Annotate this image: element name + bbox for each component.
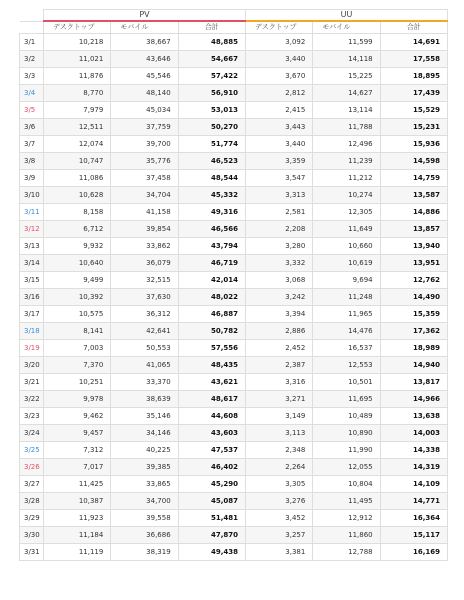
table-row [20,221,448,238]
date-cell: 3/13 [20,238,44,255]
pv-mobile-header: モバイル [111,21,178,34]
table-row [20,340,448,357]
pv-total-cell: 49,438 [178,544,245,561]
group-header-row [20,10,448,22]
table-row [20,391,448,408]
date-cell: 3/7 [20,136,44,153]
pv-mobile-cell: 39,854 [111,221,178,238]
uu-mobile-cell: 11,990 [313,442,380,459]
pv-desktop-cell: 11,184 [44,527,111,544]
table-row [20,153,448,170]
uu-total-cell: 14,109 [380,476,447,493]
pv-desktop-cell: 10,640 [44,255,111,272]
uu-mobile-cell: 12,496 [313,136,380,153]
date-cell: 3/6 [20,119,44,136]
date-cell: 3/9 [20,170,44,187]
table-row [20,357,448,374]
pv-desktop-cell: 10,218 [44,34,111,51]
uu-mobile-cell: 12,553 [313,357,380,374]
uu-desktop-cell: 2,886 [245,323,312,340]
uu-total-cell: 14,598 [380,153,447,170]
uu-desktop-cell: 2,387 [245,357,312,374]
uu-total-cell: 14,771 [380,493,447,510]
uu-mobile-cell: 11,965 [313,306,380,323]
uu-total-cell: 13,587 [380,187,447,204]
uu-mobile-cell: 11,248 [313,289,380,306]
pv-mobile-cell: 37,630 [111,289,178,306]
pv-desktop-cell: 10,747 [44,153,111,170]
uu-desktop-cell: 2,581 [245,204,312,221]
uu-total-cell: 13,951 [380,255,447,272]
uu-desktop-cell: 3,440 [245,51,312,68]
uu-mobile-cell: 16,537 [313,340,380,357]
pv-mobile-cell: 38,639 [111,391,178,408]
pv-mobile-cell: 34,146 [111,425,178,442]
pv-total-cell: 50,782 [178,323,245,340]
pv-desktop-cell: 10,628 [44,187,111,204]
pv-desktop-cell: 10,392 [44,289,111,306]
uu-mobile-cell: 9,694 [313,272,380,289]
pv-desktop-cell: 11,119 [44,544,111,561]
pv-desktop-cell: 10,575 [44,306,111,323]
pv-desktop-cell: 10,251 [44,374,111,391]
sub-header-row [20,21,448,34]
pv-mobile-cell: 36,312 [111,306,178,323]
date-cell: 3/25 [20,442,44,459]
pv-total-cell: 44,608 [178,408,245,425]
uu-total-cell: 17,558 [380,51,447,68]
pv-total-cell: 48,885 [178,34,245,51]
uu-mobile-header: モバイル [313,21,380,34]
uu-desktop-cell: 3,316 [245,374,312,391]
uu-mobile-cell: 14,118 [313,51,380,68]
pv-mobile-cell: 50,553 [111,340,178,357]
uu-desktop-cell: 3,305 [245,476,312,493]
table-row [20,119,448,136]
pv-desktop-cell: 8,141 [44,323,111,340]
uu-total-cell: 14,759 [380,170,447,187]
uu-mobile-cell: 11,695 [313,391,380,408]
pv-total-cell: 48,022 [178,289,245,306]
table-row [20,34,448,51]
date-cell: 3/26 [20,459,44,476]
uu-desktop-cell: 3,242 [245,289,312,306]
pv-mobile-cell: 32,515 [111,272,178,289]
date-cell: 3/20 [20,357,44,374]
uu-total-cell: 17,439 [380,85,447,102]
date-cell: 3/31 [20,544,44,561]
date-cell: 3/24 [20,425,44,442]
uu-desktop-cell: 3,670 [245,68,312,85]
pv-total-cell: 47,870 [178,527,245,544]
table-row [20,85,448,102]
date-cell: 3/14 [20,255,44,272]
date-cell: 3/18 [20,323,44,340]
date-cell: 3/10 [20,187,44,204]
uu-desktop-cell: 3,313 [245,187,312,204]
table-row [20,459,448,476]
pv-mobile-cell: 38,667 [111,34,178,51]
pv-mobile-cell: 35,776 [111,153,178,170]
table-row [20,408,448,425]
uu-total-cell: 15,529 [380,102,447,119]
uu-total-cell: 14,886 [380,204,447,221]
pv-total-cell: 57,556 [178,340,245,357]
table-row [20,136,448,153]
pv-desktop-header: デスクトップ [44,21,111,34]
pv-mobile-cell: 33,865 [111,476,178,493]
pv-mobile-cell: 39,700 [111,136,178,153]
pv-mobile-cell: 39,558 [111,510,178,527]
pv-desktop-cell: 9,499 [44,272,111,289]
pv-total-cell: 45,087 [178,493,245,510]
uu-mobile-cell: 11,860 [313,527,380,544]
uu-desktop-cell: 2,264 [245,459,312,476]
pv-mobile-cell: 48,140 [111,85,178,102]
uu-desktop-cell: 3,359 [245,153,312,170]
date-cell: 3/23 [20,408,44,425]
uu-desktop-cell: 3,068 [245,272,312,289]
uu-total-cell: 12,762 [380,272,447,289]
pv-group-header: PV [44,10,246,22]
pv-desktop-cell: 9,462 [44,408,111,425]
pv-desktop-cell: 8,770 [44,85,111,102]
uu-total-cell: 14,940 [380,357,447,374]
table-row [20,544,448,561]
pv-total-cell: 46,566 [178,221,245,238]
uu-mobile-cell: 14,627 [313,85,380,102]
pv-desktop-cell: 11,876 [44,68,111,85]
pv-desktop-cell: 9,978 [44,391,111,408]
uu-mobile-cell: 11,495 [313,493,380,510]
uu-total-header: 合計 [380,21,447,34]
uu-mobile-cell: 12,305 [313,204,380,221]
uu-desktop-cell: 3,443 [245,119,312,136]
table-row [20,170,448,187]
pv-total-cell: 42,014 [178,272,245,289]
uu-total-cell: 13,857 [380,221,447,238]
pv-mobile-cell: 39,385 [111,459,178,476]
pv-desktop-cell: 7,312 [44,442,111,459]
uu-desktop-cell: 2,348 [245,442,312,459]
uu-mobile-cell: 14,476 [313,323,380,340]
table-row [20,476,448,493]
uu-desktop-cell: 2,812 [245,85,312,102]
uu-mobile-cell: 13,114 [313,102,380,119]
uu-total-cell: 15,936 [380,136,447,153]
uu-desktop-header: デスクトップ [245,21,312,34]
pv-mobile-cell: 45,546 [111,68,178,85]
pv-desktop-cell: 11,021 [44,51,111,68]
table-row [20,493,448,510]
pv-total-cell: 48,435 [178,357,245,374]
pv-total-cell: 54,667 [178,51,245,68]
uu-group-header: UU [245,10,447,22]
table-row [20,204,448,221]
date-cell: 3/15 [20,272,44,289]
pv-desktop-cell: 12,511 [44,119,111,136]
table-row [20,374,448,391]
pv-total-cell: 48,544 [178,170,245,187]
pv-total-cell: 45,332 [178,187,245,204]
uu-mobile-cell: 12,788 [313,544,380,561]
pv-mobile-cell: 45,034 [111,102,178,119]
pv-mobile-cell: 43,646 [111,51,178,68]
table-row [20,527,448,544]
uu-mobile-cell: 11,212 [313,170,380,187]
table-row [20,306,448,323]
table-row [20,510,448,527]
uu-desktop-cell: 2,415 [245,102,312,119]
uu-total-cell: 13,817 [380,374,447,391]
uu-total-cell: 14,490 [380,289,447,306]
uu-desktop-cell: 3,332 [245,255,312,272]
pv-total-cell: 46,402 [178,459,245,476]
uu-total-cell: 18,895 [380,68,447,85]
uu-total-cell: 14,003 [380,425,447,442]
date-cell: 3/30 [20,527,44,544]
date-cell: 3/3 [20,68,44,85]
uu-desktop-cell: 3,452 [245,510,312,527]
pv-desktop-cell: 10,387 [44,493,111,510]
date-cell: 3/28 [20,493,44,510]
uu-desktop-cell: 3,394 [245,306,312,323]
pv-total-cell: 46,523 [178,153,245,170]
uu-mobile-cell: 11,239 [313,153,380,170]
table-row [20,187,448,204]
pv-total-cell: 47,537 [178,442,245,459]
pv-desktop-cell: 6,712 [44,221,111,238]
uu-mobile-cell: 12,912 [313,510,380,527]
uu-desktop-cell: 3,271 [245,391,312,408]
pv-mobile-cell: 34,704 [111,187,178,204]
pv-desktop-cell: 9,932 [44,238,111,255]
pv-mobile-cell: 41,065 [111,357,178,374]
uu-mobile-cell: 10,619 [313,255,380,272]
pv-desktop-cell: 11,086 [44,170,111,187]
uu-total-cell: 14,319 [380,459,447,476]
uu-mobile-cell: 10,501 [313,374,380,391]
pv-mobile-cell: 36,079 [111,255,178,272]
date-cell: 3/1 [20,34,44,51]
pv-total-cell: 53,013 [178,102,245,119]
pv-total-cell: 57,422 [178,68,245,85]
pv-mobile-cell: 33,370 [111,374,178,391]
pv-uu-table [19,9,448,561]
pv-mobile-cell: 36,686 [111,527,178,544]
uu-desktop-cell: 3,276 [245,493,312,510]
uu-mobile-cell: 10,890 [313,425,380,442]
uu-mobile-cell: 11,599 [313,34,380,51]
pv-total-cell: 49,316 [178,204,245,221]
uu-mobile-cell: 11,649 [313,221,380,238]
pv-mobile-cell: 33,862 [111,238,178,255]
uu-total-cell: 14,691 [380,34,447,51]
uu-desktop-cell: 3,440 [245,136,312,153]
uu-desktop-cell: 3,547 [245,170,312,187]
pv-total-cell: 51,774 [178,136,245,153]
date-cell: 3/8 [20,153,44,170]
pv-total-cell: 51,481 [178,510,245,527]
uu-desktop-cell: 3,092 [245,34,312,51]
uu-total-cell: 13,638 [380,408,447,425]
table-row [20,272,448,289]
date-cell: 3/29 [20,510,44,527]
date-cell: 3/17 [20,306,44,323]
pv-total-cell: 56,910 [178,85,245,102]
pv-total-cell: 50,270 [178,119,245,136]
uu-total-cell: 18,989 [380,340,447,357]
uu-total-cell: 17,362 [380,323,447,340]
pv-desktop-cell: 11,923 [44,510,111,527]
uu-mobile-cell: 11,788 [313,119,380,136]
uu-desktop-cell: 2,452 [245,340,312,357]
pv-total-cell: 46,887 [178,306,245,323]
uu-desktop-cell: 3,280 [245,238,312,255]
pv-mobile-cell: 37,759 [111,119,178,136]
uu-total-cell: 15,231 [380,119,447,136]
table-row [20,238,448,255]
pv-mobile-cell: 40,225 [111,442,178,459]
date-cell: 3/21 [20,374,44,391]
date-cell: 3/19 [20,340,44,357]
pv-desktop-cell: 7,979 [44,102,111,119]
pv-mobile-cell: 35,146 [111,408,178,425]
table-row [20,323,448,340]
uu-desktop-cell: 3,149 [245,408,312,425]
uu-total-cell: 14,966 [380,391,447,408]
uu-mobile-cell: 10,660 [313,238,380,255]
uu-total-cell: 13,940 [380,238,447,255]
uu-mobile-cell: 15,225 [313,68,380,85]
pv-mobile-cell: 37,458 [111,170,178,187]
table-row [20,255,448,272]
pv-total-cell: 48,617 [178,391,245,408]
pv-desktop-cell: 7,370 [44,357,111,374]
date-column-header [20,10,44,22]
pv-total-cell: 45,290 [178,476,245,493]
table-row [20,51,448,68]
pv-desktop-cell: 7,003 [44,340,111,357]
uu-desktop-cell: 2,208 [245,221,312,238]
date-cell: 3/27 [20,476,44,493]
date-cell: 3/16 [20,289,44,306]
date-cell: 3/2 [20,51,44,68]
date-cell: 3/11 [20,204,44,221]
uu-mobile-cell: 10,489 [313,408,380,425]
uu-desktop-cell: 3,257 [245,527,312,544]
table-row [20,289,448,306]
date-cell: 3/5 [20,102,44,119]
pv-mobile-cell: 34,700 [111,493,178,510]
table-row [20,102,448,119]
uu-mobile-cell: 10,804 [313,476,380,493]
uu-total-cell: 15,359 [380,306,447,323]
pv-desktop-cell: 11,425 [44,476,111,493]
pv-total-header: 合計 [178,21,245,34]
pv-mobile-cell: 42,641 [111,323,178,340]
uu-desktop-cell: 3,113 [245,425,312,442]
table-row [20,68,448,85]
uu-total-cell: 15,117 [380,527,447,544]
uu-desktop-cell: 3,381 [245,544,312,561]
uu-total-cell: 14,338 [380,442,447,459]
uu-total-cell: 16,364 [380,510,447,527]
pv-total-cell: 46,719 [178,255,245,272]
pv-desktop-cell: 9,457 [44,425,111,442]
pv-desktop-cell: 12,074 [44,136,111,153]
pv-desktop-cell: 8,158 [44,204,111,221]
table-body [20,34,448,561]
uu-total-cell: 16,169 [380,544,447,561]
pv-mobile-cell: 38,319 [111,544,178,561]
pv-total-cell: 43,603 [178,425,245,442]
table-row [20,425,448,442]
pv-total-cell: 43,794 [178,238,245,255]
date-cell: 3/12 [20,221,44,238]
uu-mobile-cell: 10,274 [313,187,380,204]
date-cell: 3/22 [20,391,44,408]
uu-mobile-cell: 12,055 [313,459,380,476]
pv-desktop-cell: 7,017 [44,459,111,476]
table-row [20,442,448,459]
pv-total-cell: 43,621 [178,374,245,391]
pv-mobile-cell: 41,158 [111,204,178,221]
date-cell: 3/4 [20,85,44,102]
